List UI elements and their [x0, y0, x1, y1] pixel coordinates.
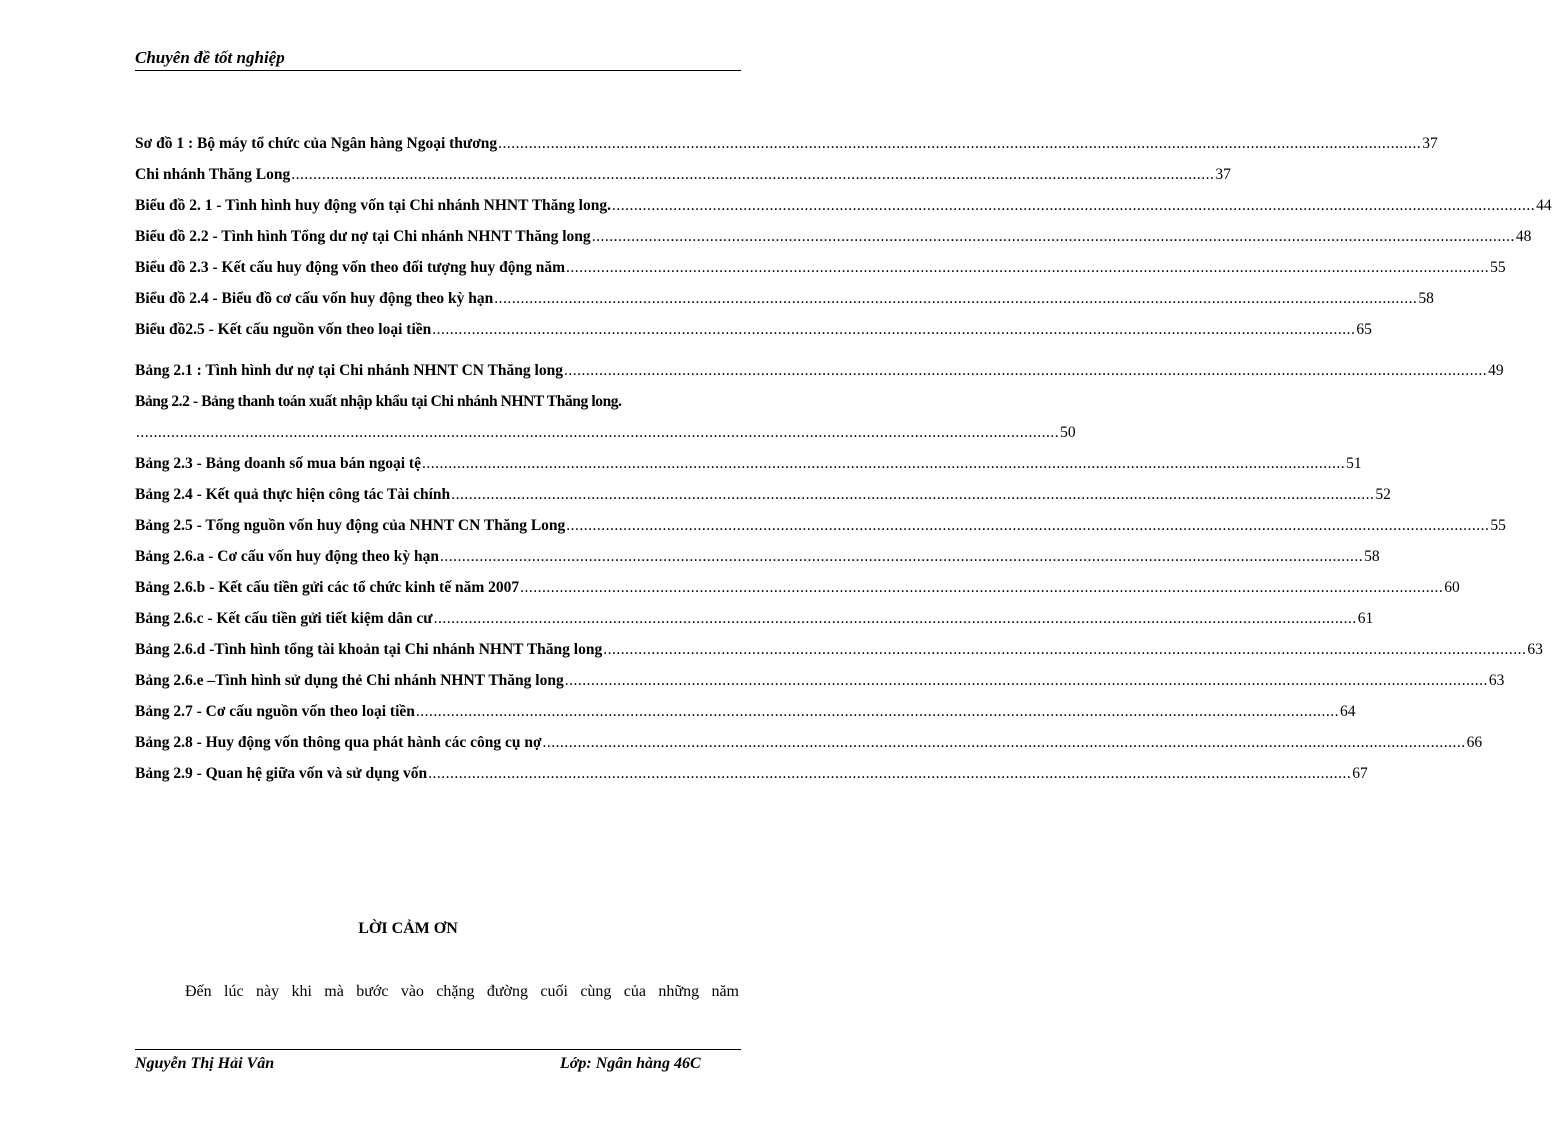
toc-entry-page: 44 [1536, 197, 1552, 214]
toc-leader [612, 193, 1535, 219]
toc-leader [451, 482, 1374, 508]
toc-entry-page: 55 [1490, 259, 1506, 276]
footer-author: Nguyễn Thị Hải Vân [135, 1055, 275, 1072]
toc-leader [136, 420, 1059, 446]
toc-entry [135, 224, 1532, 255]
toc-leader [565, 668, 1488, 694]
toc-leader [432, 317, 1355, 343]
toc-entry [135, 606, 1374, 637]
toc-entry-label: Bảng 2.9 - Quan hệ giữa vốn và sử dụng vốn [135, 765, 428, 782]
toc-leader [494, 286, 1417, 312]
toc-leader [566, 513, 1489, 539]
toc-entry-page: 61 [1357, 610, 1374, 627]
toc-entry [135, 193, 1552, 224]
toc-entry-label: Chi nhánh Thăng Long [135, 166, 291, 183]
toc-entry-label: Bảng 2.3 - Bảng doanh số mua bán ngoại tệ [135, 455, 421, 472]
toc-entry [135, 668, 1505, 699]
toc-entry [135, 131, 1438, 162]
toc-leader [603, 637, 1526, 663]
toc-entry-label: Biểu đồ 2.2 - Tình hình Tổng dư nợ tại Chi nhánh NHNT Thăng long [135, 228, 591, 245]
toc-entry-label: Bảng 2.6.e –Tình hình sử dụng thẻ Chi nhánh NHNT Thăng long [135, 672, 564, 689]
toc-entry-label: Bảng 2.1 : Tình hình dư nợ tại Chi nhánh NHNT CN Thăng long [135, 362, 563, 379]
toc-entry-label: Biểu đồ 2.3 - Kết cấu huy động vốn theo đối tượng huy động năm [135, 259, 566, 276]
toc-entry [135, 513, 1506, 544]
footer-class: Lớp: Ngân hàng 46C [560, 1055, 701, 1072]
toc-entry [135, 544, 1380, 575]
toc-entry-page: 63 [1488, 672, 1505, 689]
toc-entry-page: 55 [1490, 517, 1506, 534]
toc-entry [135, 317, 1372, 348]
toc-entry-label: Bảng 2.7 - Cơ cấu nguồn vốn theo loại tiền [135, 703, 415, 720]
toc-leader [422, 451, 1345, 477]
toc-entry-page: 65 [1356, 321, 1372, 338]
toc-entry-label: Biểu đồ 2.4 - Biểu đồ cơ cấu vốn huy động theo kỳ hạn [135, 290, 494, 307]
toc-entry-label: Bảng 2.8 - Huy động vốn thông qua phát hành các công cụ nợ [135, 734, 542, 751]
toc-entry [135, 575, 1460, 606]
toc-entry-label: Bảng 2.4 - Kết quả thực hiện công tác Tài chính [135, 486, 451, 503]
toc-group-tables-b [135, 451, 1543, 792]
toc-entry [135, 699, 1356, 730]
toc-leader [440, 544, 1363, 570]
toc-leader [520, 575, 1443, 601]
toc-leader [498, 131, 1421, 157]
toc-leader [592, 224, 1515, 250]
toc-leader [428, 761, 1351, 787]
toc-entry-page: 60 [1444, 579, 1460, 596]
toc-entry [135, 730, 1483, 761]
section-title: LỜI CẢM ƠN [358, 920, 458, 937]
toc-entry-label: Bảng 2.2 - Bảng thanh toán xuất nhập khẩu tại Chi nhánh NHNT Thăng long. [135, 393, 622, 410]
toc-entry [135, 162, 1231, 193]
toc-gap [135, 348, 737, 358]
toc-entry-page: 67 [1352, 765, 1368, 782]
toc-leader [416, 699, 1339, 725]
toc-entry [135, 761, 1368, 792]
toc-entry-page: 66 [1466, 734, 1483, 751]
toc-entry-page: 58 [1418, 290, 1434, 307]
toc-group-tables-a [135, 358, 1504, 389]
footer-rule [135, 1049, 741, 1050]
toc-entry-page: 37 [1215, 166, 1231, 183]
toc-entry [135, 358, 1504, 389]
toc-entry-page: 50 [1060, 424, 1076, 441]
table-of-figures [135, 131, 1552, 792]
toc-entry-label: Bảng 2.6.d -Tình hình tổng tài khoản tại Chi nhánh NHNT Thăng long [135, 641, 603, 658]
header-rule [135, 70, 741, 71]
toc-entry-label: Sơ đồ 1 : Bộ máy tổ chức của Ngân hàng Ngoại thương [135, 135, 498, 152]
toc-entry-wrapped [135, 389, 737, 420]
toc-entry-page: 49 [1488, 362, 1504, 379]
toc-leader [543, 730, 1466, 756]
toc-entry-page: 63 [1527, 641, 1543, 658]
toc-entry-page: 58 [1364, 548, 1380, 565]
toc-entry [135, 255, 1506, 286]
toc-group-charts [135, 131, 1552, 348]
toc-entry [135, 637, 1543, 668]
toc-entry-label: Bảng 2.6.b - Kết cấu tiền gửi các tổ chức kinh tế năm 2007 [135, 579, 520, 596]
toc-entry-page: 52 [1375, 486, 1391, 503]
toc-entry [135, 451, 1362, 482]
toc-entry-page: 64 [1340, 703, 1356, 720]
toc-entry-label: Bảng 2.6.a - Cơ cấu vốn huy động theo kỳ hạn [135, 548, 440, 565]
toc-entry-page: 51 [1346, 455, 1362, 472]
toc-leader [566, 255, 1489, 281]
toc-entry-wrapped-continuation [135, 420, 1076, 451]
toc-entry-label: Bảng 2.5 - Tổng nguồn vốn huy động của NHNT CN Thăng Long [135, 517, 566, 534]
body-paragraph: Đến lúc này khi mà bước vào chặng đường cuối cùng của những năm [185, 983, 739, 1000]
toc-leader [291, 162, 1214, 188]
toc-entry [135, 286, 1434, 317]
document-header-title: Chuyên đề tốt nghiệp [135, 48, 285, 67]
toc-entry-label: Biểu đồ2.5 - Kết cấu nguồn vốn theo loại tiền [135, 321, 432, 338]
toc-entry-page: 37 [1422, 135, 1438, 152]
toc-leader [434, 606, 1357, 632]
toc-entry-page: 48 [1515, 228, 1532, 245]
toc-leader [564, 358, 1487, 384]
toc-entry-label: Bảng 2.6.c - Kết cấu tiền gửi tiết kiệm dân cư [135, 610, 433, 627]
toc-entry-label: Biểu đồ 2. 1 - Tình hình huy động vốn tại Chi nhánh NHNT Thăng long. [135, 197, 611, 214]
toc-entry [135, 482, 1391, 513]
